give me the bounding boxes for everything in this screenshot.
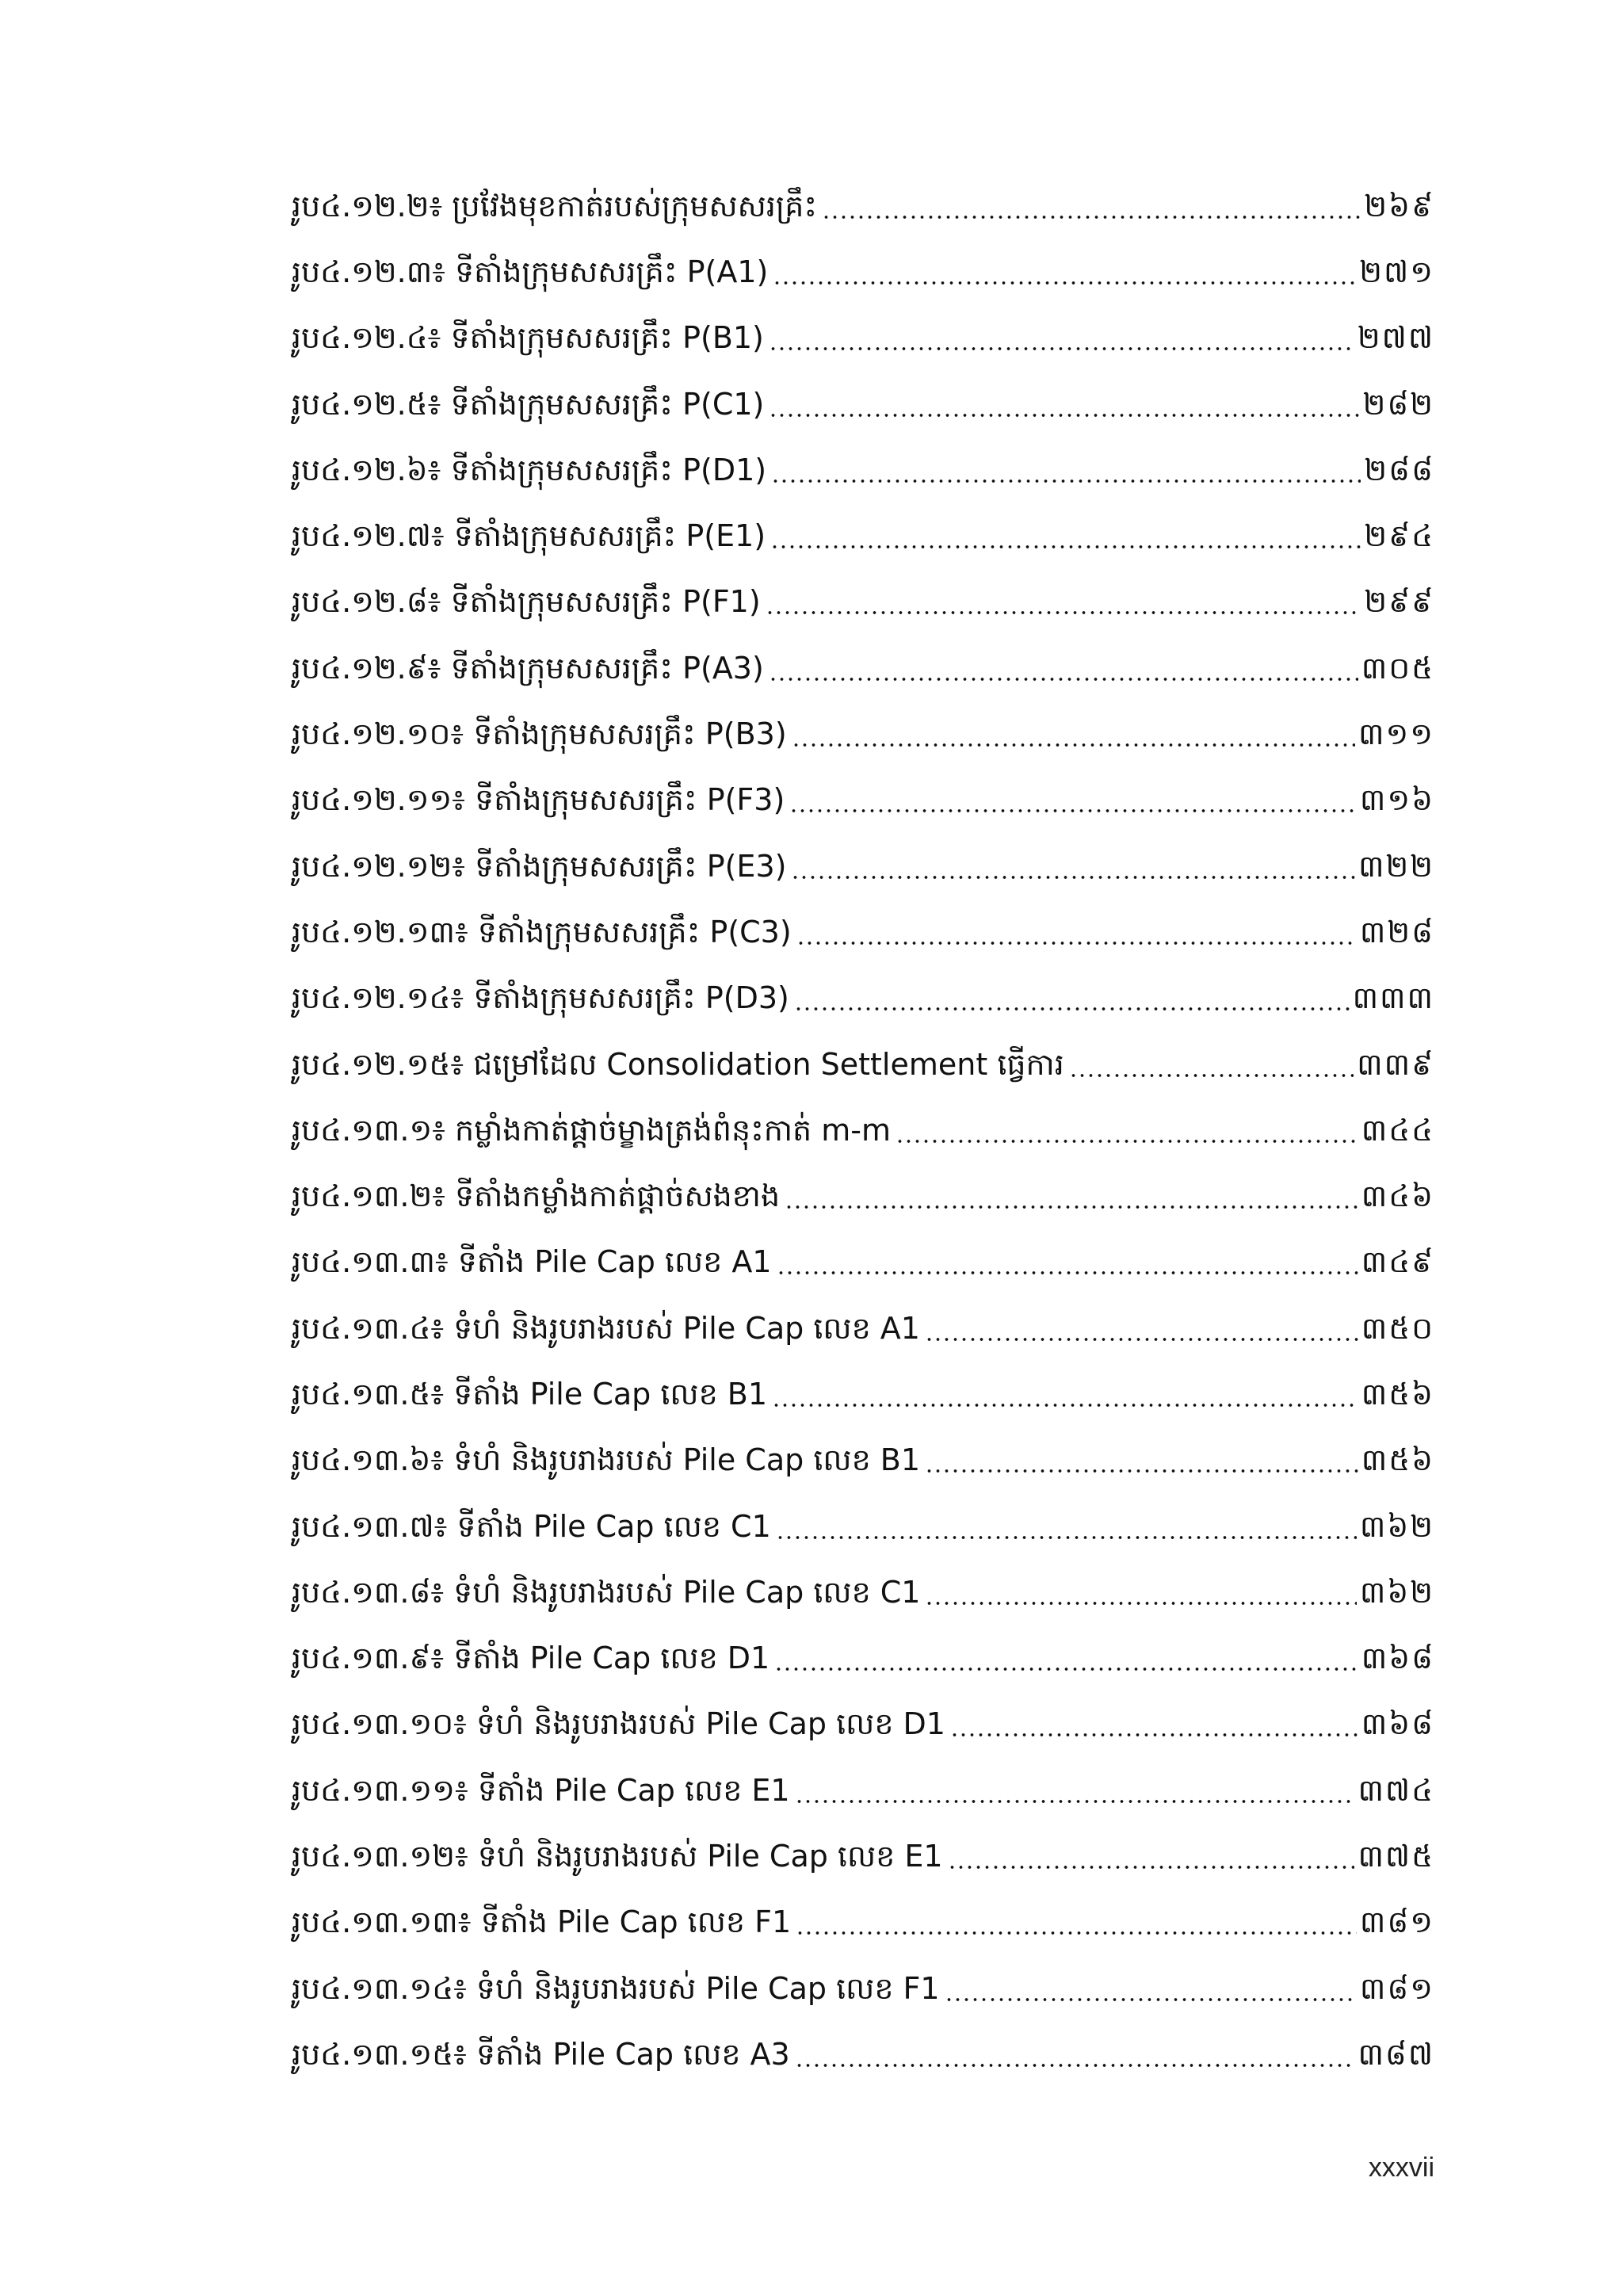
toc-entry[interactable] [292,1958,1434,2024]
entry-label: រូប៤.១២.១៥៖ ជម្រៅដែល Consolidation Settlement ធ្វើការ [292,1046,1064,1082]
page-number: xxxvii [1368,2153,1434,2183]
entry-label: រូប៤.១២.១៣៖ ទីតាំងក្រុមសសរគ្រឹះ P(C3) [292,914,792,949]
entry-page-number: ៣៤៦ [1361,1179,1434,1214]
entry-label: រូប៤.១៣.១១៖ ទីតាំង Pile Cap លេខ E1 [292,1772,790,1808]
entry-label: រូប៤.១២.២៖ ប្រវែងមុខកាត់របស់ក្រុមសសរគ្រឹះ [292,188,818,223]
entry-label: រូប៤.១៣.៥៖ ទីតាំង Pile Cap លេខ B1 [292,1376,768,1412]
dot-leader [789,809,1357,812]
entry-label: រូប៤.១៣.១០៖ ទំហំ និងរូបរាងរបស់ Pile Cap លេខ D1 [292,1706,945,1742]
dot-leader [945,1998,1357,2001]
dot-leader [771,479,1361,483]
entry-page-number: ៣៨៧ [1358,2036,1434,2072]
toc-entry[interactable] [292,1232,1434,1298]
toc-entry[interactable] [292,1298,1434,1364]
entry-page-number: ៣១១ [1358,716,1434,752]
entry-page-number: ៣៧៤ [1358,1772,1434,1808]
entry-label: រូប៤.១២.១២៖ ទីតាំងក្រុមសសរគ្រឹះ P(E3) [292,848,787,884]
entry-label: រូប៤.១៣.៧៖ ទីតាំង Pile Cap លេខ C1 [292,1508,771,1544]
toc-entry[interactable] [292,968,1434,1034]
dot-leader [925,1602,1356,1605]
entry-label: រូប៤.១២.៧៖ ទីតាំងក្រុមសសរគ្រឹះ P(E1) [292,518,766,554]
toc-entry[interactable] [292,1364,1434,1430]
dot-leader [948,1866,1355,1869]
toc-entry[interactable] [292,770,1434,836]
entry-label: រូប៤.១៣.១៤៖ ទំហំ និងរូបរាងរបស់ Pile Cap លេខ F1 [292,1970,940,2006]
toc-entry[interactable] [292,1893,1434,1958]
dot-leader [769,414,1359,417]
toc-entry[interactable] [292,1760,1434,1826]
entry-page-number: ៣៤៤ [1361,1112,1434,1148]
dot-leader [794,1007,1350,1010]
entry-label: រូប៤.១៣.៤៖ ទំហំ និងរូបរាងរបស់ Pile Cap លេខ A1 [292,1310,920,1346]
toc-entry[interactable] [292,440,1434,506]
entry-label: រូប៤.១៣.១៖ កម្លាំងកាត់ផ្តាច់ម្ខាងត្រង់ពំនុះកាត់ m-m [292,1112,891,1148]
toc-entry[interactable] [292,1694,1434,1760]
dot-leader [785,1205,1358,1209]
entry-page-number: ២៩៩ [1364,584,1434,620]
entry-page-number: ២៩៤ [1364,518,1434,554]
dot-leader [772,1404,1358,1407]
entry-page-number: ២៧១ [1359,254,1434,289]
toc-entry[interactable] [292,572,1434,638]
entry-label: រូប៤.១៣.៨៖ ទំហំ និងរូបរាងរបស់ Pile Cap លេខ C1 [292,1574,921,1610]
entry-label: រូប៤.១២.៨៖ ទីតាំងក្រុមសសរគ្រឹះ P(F1) [292,584,761,620]
entry-page-number: ៣៦២ [1359,1574,1434,1610]
entry-label: រូប៤.១២.១១៖ ទីតាំងក្រុមសសរគ្រឹះ P(F3) [292,782,785,818]
entry-page-number: ៣៣៣ [1352,980,1434,1016]
dot-leader [769,678,1358,681]
toc-entry[interactable] [292,1431,1434,1496]
dot-leader [1069,1074,1354,1077]
toc-entry[interactable] [292,902,1434,968]
dot-leader [796,942,1357,945]
toc-entry[interactable] [292,836,1434,902]
entry-label: រូប៤.១២.៦៖ ទីតាំងក្រុមសសរគ្រឹះ P(D1) [292,452,767,487]
toc-entry[interactable] [292,1826,1434,1892]
table-of-figures [292,176,1434,2091]
toc-entry[interactable] [292,1100,1434,1166]
entry-page-number: ៣២២ [1358,848,1434,884]
dot-leader [792,743,1355,747]
toc-entry[interactable] [292,1562,1434,1628]
entry-page-number: ៣៥៦ [1361,1376,1434,1412]
toc-entry[interactable] [292,1629,1434,1694]
entry-label: រូប៤.១៣.៣៖ ទីតាំង Pile Cap លេខ A1 [292,1244,772,1280]
entry-page-number: ៣២៨ [1359,914,1434,949]
entry-label: រូប៤.១២.១៤៖ ទីតាំងក្រុមសសរគ្រឹះ P(D3) [292,980,789,1016]
entry-label: រូប៤.១៣.៦៖ ទំហំ និងរូបរាងរបស់ Pile Cap លេខ B1 [292,1442,921,1478]
entry-page-number: ២៦៩ [1364,188,1434,223]
dot-leader [776,1536,1357,1539]
toc-entry[interactable] [292,1166,1434,1232]
toc-entry[interactable] [292,1496,1434,1562]
toc-entry[interactable] [292,374,1434,440]
dot-leader [777,1271,1358,1274]
dot-leader [791,876,1355,879]
entry-page-number: ៣៥៦ [1361,1442,1434,1478]
dot-leader [822,216,1361,219]
entry-page-number: ៣៨១ [1359,1904,1434,1940]
dot-leader [950,1733,1358,1736]
entry-label: រូប៤.១២.៥៖ ទីតាំងក្រុមសសរគ្រឹះ P(C1) [292,386,765,422]
dot-leader [896,1140,1358,1143]
entry-label: រូប៤.១៣.១៣៖ ទីតាំង Pile Cap លេខ F1 [292,1904,792,1940]
entry-label: រូប៤.១២.៣៖ ទីតាំងក្រុមសសរគ្រឹះ P(A1) [292,254,769,289]
dot-leader [770,545,1361,548]
toc-entry[interactable] [292,308,1434,374]
toc-entry[interactable] [292,1034,1434,1100]
entry-page-number: ៣៥០ [1361,1310,1434,1346]
entry-label: រូប៤.១២.៩៖ ទីតាំងក្រុមសសរគ្រឹះ P(A3) [292,650,764,686]
entry-page-number: ៣៨១ [1359,1970,1434,2006]
toc-entry[interactable] [292,242,1434,308]
entry-page-number: ២៧៧ [1357,320,1434,356]
entry-page-number: ៣០៥ [1361,650,1434,686]
toc-entry[interactable] [292,176,1434,242]
entry-label: រូប៤.១៣.៩៖ ទីតាំង Pile Cap លេខ D1 [292,1641,770,1676]
dot-leader [774,1668,1358,1671]
entry-page-number: ៣៦២ [1359,1508,1434,1544]
entry-page-number: ៣១៦ [1359,782,1434,818]
entry-label: រូប៤.១២.១០៖ ទីតាំងក្រុមសសរគ្រឹះ P(B3) [292,716,787,752]
entry-page-number: ៣៣៩ [1357,1046,1434,1082]
entry-page-number: ៣៦៨ [1361,1641,1434,1676]
entry-label: រូប៤.១៣.១៥៖ ទីតាំង Pile Cap លេខ A3 [292,2036,790,2072]
dot-leader [769,347,1354,350]
toc-entry[interactable] [292,2024,1434,2090]
entry-label: រូប៤.១៣.១២៖ ទំហំ និងរូបរាងរបស់ Pile Cap លេខ E1 [292,1839,943,1874]
toc-entry[interactable] [292,638,1434,704]
dot-leader [773,281,1356,285]
toc-entry[interactable] [292,506,1434,571]
dot-leader [795,2064,1355,2067]
dot-leader [796,1931,1357,1935]
toc-entry[interactable] [292,704,1434,770]
entry-label: រូប៤.១២.៤៖ ទីតាំងក្រុមសសរគ្រឹះ P(B1) [292,320,764,356]
entry-page-number: ៣៤៩ [1361,1244,1434,1280]
dot-leader [925,1338,1358,1341]
entry-label: រូប៤.១៣.២៖ ទីតាំងកម្លាំងកាត់ផ្តាច់សងខាង [292,1179,781,1214]
dot-leader [925,1469,1358,1473]
entry-page-number: ២៨៨ [1364,452,1434,487]
entry-page-number: ៣៦៨ [1361,1706,1434,1742]
dot-leader [766,611,1361,614]
entry-page-number: ២៨២ [1362,386,1434,422]
dot-leader [795,1800,1355,1803]
entry-page-number: ៣៧៥ [1358,1839,1434,1874]
